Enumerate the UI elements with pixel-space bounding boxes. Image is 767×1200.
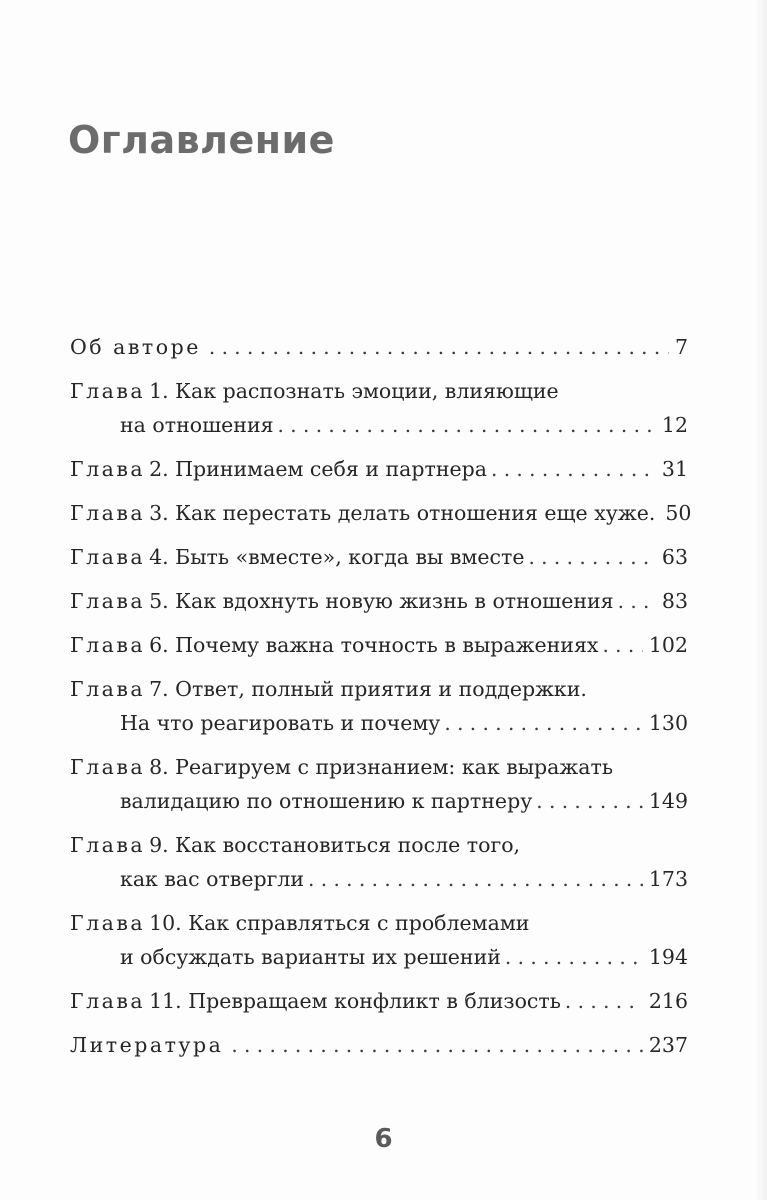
toc-line — [70, 330, 688, 364]
toc-line — [70, 452, 688, 486]
toc-entry-lead: Глава — [70, 911, 146, 935]
toc-line — [70, 1028, 688, 1062]
toc-page-number: 50 — [665, 501, 692, 525]
toc-entry — [70, 628, 688, 662]
toc-entry-title: 5. Как вдохнуть новую жизнь в отношения — [149, 589, 614, 613]
toc-line-continuation — [70, 784, 688, 818]
toc-line-continuation — [70, 706, 688, 740]
toc-entry-lead: Глава — [70, 545, 146, 569]
dot-leader — [444, 706, 642, 740]
toc-entry-lead: Глава — [70, 677, 146, 701]
toc-entry-lead: Глава — [70, 379, 146, 403]
toc-entry-title: 7. Ответ, полный приятия и поддержки. — [149, 677, 587, 701]
page-title: Оглавление — [68, 118, 335, 162]
toc-page-number: 149 — [648, 789, 688, 813]
toc-line — [70, 584, 688, 618]
toc-entry-lead: Глава — [70, 501, 146, 525]
toc-entry-lead: Глава — [70, 833, 146, 857]
toc-entry — [70, 984, 688, 1018]
toc-line — [70, 828, 688, 862]
toc-entry-title: 9. Как восстановиться после того, — [149, 833, 521, 857]
toc-entry — [70, 828, 688, 896]
toc-entry — [70, 330, 688, 364]
toc-page-number: 83 — [661, 589, 688, 613]
dot-leader — [536, 784, 643, 818]
dot-leader — [602, 628, 642, 662]
toc-entry-title: 1. Как распознать эмоции, влияющие — [149, 379, 559, 403]
toc-entry-title: 4. Быть «вместе», когда вы вместе — [149, 545, 525, 569]
toc-line-continuation — [70, 940, 688, 974]
dot-leader — [505, 940, 643, 974]
toc-entry-lead: Глава — [70, 589, 146, 613]
toc-entry-lead: Глава — [70, 633, 146, 657]
toc-line-continuation — [70, 408, 688, 442]
toc-entry — [70, 540, 688, 574]
toc-line — [70, 496, 692, 530]
toc-line — [70, 984, 688, 1018]
toc-line — [70, 628, 688, 662]
toc-page-number: 173 — [648, 867, 688, 891]
toc-page-number: 12 — [661, 413, 688, 437]
dot-leader — [491, 452, 656, 486]
dot-leader — [308, 862, 643, 896]
toc-entry — [70, 906, 688, 974]
page-number: 6 — [374, 1124, 393, 1154]
toc-page-number: 130 — [648, 711, 688, 735]
toc-page-number: 237 — [648, 1033, 688, 1057]
toc-line — [70, 750, 688, 784]
toc-line — [70, 374, 688, 408]
toc-entry-title: 2. Принимаем себя и партнера — [149, 457, 487, 481]
toc-entry-title: 3. Как перестать делать отношения еще хуже. — [149, 501, 656, 525]
toc-entry-title-continuation: На что реагировать и почему — [120, 711, 441, 735]
dot-leader — [565, 984, 643, 1018]
toc-entry — [70, 496, 692, 530]
toc-line — [70, 672, 688, 706]
toc-entry-title: 8. Реагируем с признанием: как выражать — [149, 755, 613, 779]
dot-leader — [528, 540, 655, 574]
toc-page-number: 194 — [648, 945, 688, 969]
toc-entry-lead: Об авторе — [70, 335, 201, 359]
toc-entry-lead: Литература — [70, 1033, 224, 1057]
toc-entry — [70, 672, 688, 740]
toc-entry-lead: Глава — [70, 457, 146, 481]
toc-entry-title: 11. Превращаем конфликт в близость — [149, 989, 561, 1013]
table-of-contents — [70, 330, 692, 1072]
toc-entry-title: 6. Почему важна точность в выражениях — [149, 633, 599, 657]
toc-line — [70, 906, 688, 940]
dot-leader — [278, 408, 656, 442]
toc-entry-title: 10. Как справляться с проблемами — [149, 911, 530, 935]
toc-entry — [70, 374, 688, 442]
toc-page-number: 102 — [648, 633, 688, 657]
toc-entry — [70, 1028, 688, 1062]
toc-line-continuation — [70, 862, 688, 896]
toc-line — [70, 540, 688, 574]
dot-leader — [209, 330, 669, 364]
toc-entry-title-continuation: и обсуждать варианты их решений — [120, 945, 501, 969]
toc-entry-title-continuation: на отношения — [120, 413, 274, 437]
toc-entry-lead: Глава — [70, 989, 146, 1013]
toc-page-number: 216 — [648, 989, 688, 1013]
toc-entry-title-continuation: как вас отвергли — [120, 867, 305, 891]
page-edge — [755, 0, 767, 1200]
dot-leader — [618, 584, 656, 618]
dot-leader — [231, 1028, 643, 1062]
toc-entry-lead: Глава — [70, 755, 146, 779]
toc-page-number: 63 — [661, 545, 688, 569]
toc-page-number: 7 — [674, 335, 688, 359]
toc-entry — [70, 584, 688, 618]
toc-entry — [70, 452, 688, 486]
toc-entry-title-continuation: валидацию по отношению к партнеру — [120, 789, 533, 813]
toc-page-number: 31 — [661, 457, 688, 481]
toc-entry — [70, 750, 688, 818]
